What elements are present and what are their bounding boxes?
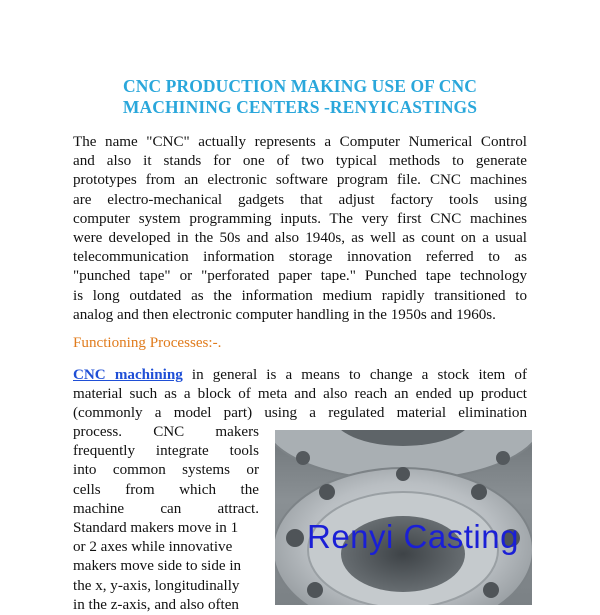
column-line: makers move side to side in (73, 558, 242, 575)
column-line: or 2 axes while innovative (73, 539, 233, 556)
column-line: process. CNC makers (73, 424, 259, 440)
paragraph-line (73, 366, 527, 385)
column-line: the x, y-axis, longitudinally (73, 577, 240, 594)
paragraph-text: in general is a means to change a stock item of (182, 367, 527, 383)
section-subheading: Functioning Processes:-. (73, 335, 222, 351)
paragraph-line: prototypes from an electronic software program file. CNC machines (73, 172, 527, 189)
title-line-2: MACHINING CENTERS -RENYICASTINGS (122, 97, 478, 117)
document-title (60, 76, 540, 118)
column-line: Standard makers move in 1 (73, 520, 239, 537)
photo-watermark: Renyi Casting (307, 518, 519, 555)
paragraph-line: is long outdated as the information medium rapidly transitioned to (73, 287, 527, 304)
flange-photo (275, 430, 532, 605)
paragraph-line: and also it stands for one of two typical methods to generate (73, 153, 527, 170)
machining-paragraph (73, 366, 527, 424)
paragraph-line: are electro-mechanical gadgets that adjust factory tools using (73, 191, 527, 208)
paragraph-line: analog and then electronic computer handling in the 1950s and 1960s. (73, 306, 496, 323)
cnc-machining-link[interactable]: CNC machining (73, 367, 183, 383)
paragraph-line: material such as a block of meta and also reach an ended up product (73, 386, 527, 403)
paragraph-line: telecommunication information storage innovation referred to as (73, 249, 527, 266)
column-line: machine can attract. (73, 500, 259, 517)
paragraph-line: computer system programming inputs. The very first CNC machines (73, 210, 527, 227)
title-line-1: CNC PRODUCTION MAKING USE OF CNC (122, 76, 477, 96)
paragraph-line: "punched tape" or "perforated paper tape." Punched tape technology (73, 268, 527, 285)
column-line: frequently integrate tools (73, 443, 259, 460)
narrow-text-column (73, 423, 259, 615)
column-line: into common systems or (73, 462, 259, 479)
paragraph-line: (commonly a model part) using a regulated material elimination (73, 405, 527, 422)
paragraph-line: The name "CNC" actually represents a Computer Numerical Control (73, 134, 527, 150)
column-line: cells from which the (73, 481, 259, 498)
paragraph-line: were developed in the 50s and also 1940s, as well as count on a usual (73, 230, 527, 247)
intro-paragraph (73, 133, 527, 325)
column-line: in the z-axis, and also often (73, 596, 239, 613)
